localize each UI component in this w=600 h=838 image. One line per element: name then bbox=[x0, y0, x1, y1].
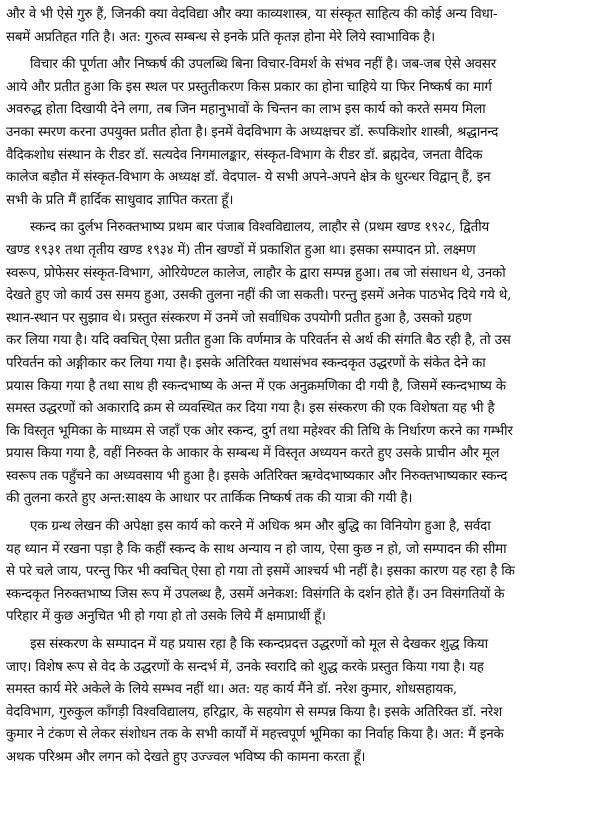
text-line: वेदविभाग, गुरुकुल काँगड़ी विश्वविद्यालय, हरिद्वार, के सहयोग से सम्पन्न किया है। इसके अतिरिक्त डॉ. नरेश bbox=[6, 704, 502, 720]
text-line: कि विस्तृत भूमिका के माध्यम से जहाँ एक ओर स्कन्द, दुर्ग तथा महेश्वर की तिथि के निर्धारण करने का गम्भीर bbox=[6, 423, 513, 439]
text-line: परिवर्तन को अङ्गीकार कर लिया गया है। इसके अतिरिक्त यथासंभव स्कन्दकृत उद्धरणों के संकेत देने का bbox=[6, 355, 486, 371]
paragraph-5 bbox=[6, 634, 594, 770]
paragraph-4 bbox=[6, 516, 594, 629]
paragraph-2 bbox=[6, 54, 594, 212]
text-line: सभी के प्रति मैं हार्दिक साधुवाद ज्ञापित करता हूँ। bbox=[6, 192, 234, 208]
text-line: समस्त उद्धरणों को अकारादि क्रम से व्यवस्थित कर दिया गया है। इस संस्करण की एक विशेषता यह भी है bbox=[6, 401, 495, 417]
text-line: सबमें अप्रतिहत गति है। अत: गुरुत्व सम्बन्ध से इनके प्रति कृतज्ञ होना मेरे लिये स्वाभाविक है। bbox=[6, 29, 436, 45]
text-line: खण्ड १९३१ तथा तृतीय खण्ड १९३४ में) तीन खण्डों में प्रकाशित हुआ था। इसका सम्पादन प्रो. लक्ष्मण bbox=[6, 242, 476, 258]
text-line: प्रयास किया गया है तथा साथ ही स्कन्दभाष्य के अन्त में एक अनुक्रमणिका दी गयी है, जिसमें स्कन्दभाष्य के bbox=[6, 378, 506, 394]
text-line: आये और प्रतीत हुआ कि इस स्थल पर प्रस्तुतीकरण किस प्रकार का होना चाहिये या फिर निष्कर्ष का मार्ग bbox=[6, 79, 492, 95]
paragraph-1 bbox=[6, 4, 594, 49]
text-line: कर लिया गया है। यदि क्वचित् ऐसा प्रतीत हुआ कि वर्णमात्र के परिवर्तन से अर्थ की संगति बैठ रही है, तो उस bbox=[6, 333, 511, 349]
text-line: उनका स्मरण करना उपयुक्त प्रतीत होता है। इनमें वेदविभाग के अध्यक्षचर डॉ. रूपकिशोर शास्त्री, श्रद्धानन्द bbox=[6, 124, 499, 140]
text-line: की तुलना करते हुए अन्त:साक्ष्य के आधार पर तार्किक निष्कर्ष तक की यात्रा की गयी है। bbox=[6, 491, 413, 507]
text-line: अथक परिश्रम और लगन को देखते हुए उज्ज्वल भविष्य की कामना करता हूँ। bbox=[6, 750, 366, 765]
text-line: जाए। विशेष रूप से वेद के उद्धरणों के सन्दर्भ में, उनके स्वरादि को शुद्ध करके प्रस्तुत किया गया है। यह bbox=[6, 659, 484, 675]
text-line: परिहार में कुछ अनुचित भी हो गया हो तो उसके लिये मैं क्षमाप्रार्थी हूँ। bbox=[6, 609, 326, 625]
text-line: कुमार ने टंकण से लेकर संशोधन तक के सभी कार्यों में महत्त्वपूर्ण भूमिका का निर्वाह किया है। अत: मैं इनके bbox=[6, 727, 504, 743]
text-line: इस संस्करण के सम्पादन में यह प्रयास रहा है कि स्कन्दप्रदत्त उद्धरणों को मूल से देखकर शुद्ध किया bbox=[30, 637, 488, 653]
text-line: स्कन्द का दुर्लभ निरुक्तभाष्य प्रथम बार पंजाब विश्वविद्यालय, लाहौर से (प्रथम खण्ड १९२८, द्वितीय bbox=[30, 220, 490, 236]
text-line: समस्त कार्य मेरे अकेले के लिये सम्भव नहीं था। अत: यह कार्य मैंने डॉ. नरेश कुमार, शोधसहायक, bbox=[6, 682, 457, 698]
text-line: से परे चले जाय, परन्तु फिर भी क्वचित् ऐसा हो गया तो इसमें आश्चर्य भी नहीं है। इसका कारण यह रहा है कि bbox=[6, 564, 515, 580]
text-line: और वे भी ऐसे गुरु हैं, जिनकी क्या वेदविद्या और क्या काव्यशास्त्र, या संस्कृत साहित्य की कोई अन्य विधा- bbox=[6, 7, 498, 22]
text-line: कालेज बड़ौत में संस्कृत-विभाग के अध्यक्ष डॉ. वेदपाल- ये सभी अपने-अपने क्षेत्र के धुरन्धर विद्वान् हैं, इन bbox=[6, 170, 491, 186]
text-line: एक ग्रन्थ लेखन की अपेक्षा इस कार्य को करने में अधिक श्रम और बुद्धि का विनियोग हुआ है, सर्वदा bbox=[30, 519, 491, 535]
text-line: स्वरूप, प्रोफेसर संस्कृत-विभाग, ओरियेण्टल कालेज, लाहौर के द्वारा सम्पन्न हुआ। तब जो संसाधन थे, उनको bbox=[6, 265, 506, 281]
text-line: यह ध्यान में रखना पड़ा है कि कहीं स्कन्द के साथ अन्याय न हो जाय, ऐसा कुछ न हो, जो सम्पादन की सीमा bbox=[6, 541, 507, 557]
text-line: देखते हुए जो कार्य उस समय हुआ, उसकी तुलना नहीं की जा सकती। परन्तु इसमें अनेक पाठभेद दिये गये थे, bbox=[6, 288, 512, 304]
text-line: प्रयास किया गया है, वहीं निरुक्त के आकार के सम्बन्ध में विस्तृत अध्ययन करते हुए उसके प्राचीन और मूल bbox=[6, 446, 500, 462]
text-line: वैदिकशोध संस्थान के रीडर डॉ. सत्यदेव निगमालङ्कार, संस्कृत-विभाग के रीडर डॉ. ब्रह्मदेव, जनता वैदिक bbox=[6, 147, 483, 163]
text-line: स्वरूप तक पहुँचने का अध्यवसाय भी हुआ है। इसके अतिरिक्त ऋग्वेदभाष्यकार और निरुक्तभाष्यकार स्कन्द bbox=[6, 468, 508, 484]
text-line: विचार की पूर्णता और निष्कर्ष की उपलब्धि बिना विचार-विमर्श के संभव नहीं है। जब-जब ऐसे अवसर bbox=[30, 57, 497, 73]
text-line: स्कन्दकृत निरुक्तभाष्य जिस रूप में उपलब्ध है, उसमें अनेकश: विसंगति के दर्शन होते हैं। उन विसंगतियों के bbox=[6, 586, 505, 602]
text-line: स्थान-स्थान पर सुझाव थे। प्रस्तुत संस्करण में उनमें जो सर्वाधिक उपयोगी प्रतीत हुआ है, उसको ग्रहण bbox=[6, 310, 472, 326]
text-line: अवरुद्ध होता दिखायी देने लगा, तब जिन महानुभावों के चिन्तन का लाभ इस कार्य को करते समय मिला bbox=[6, 102, 486, 118]
paragraph-3 bbox=[6, 217, 594, 511]
